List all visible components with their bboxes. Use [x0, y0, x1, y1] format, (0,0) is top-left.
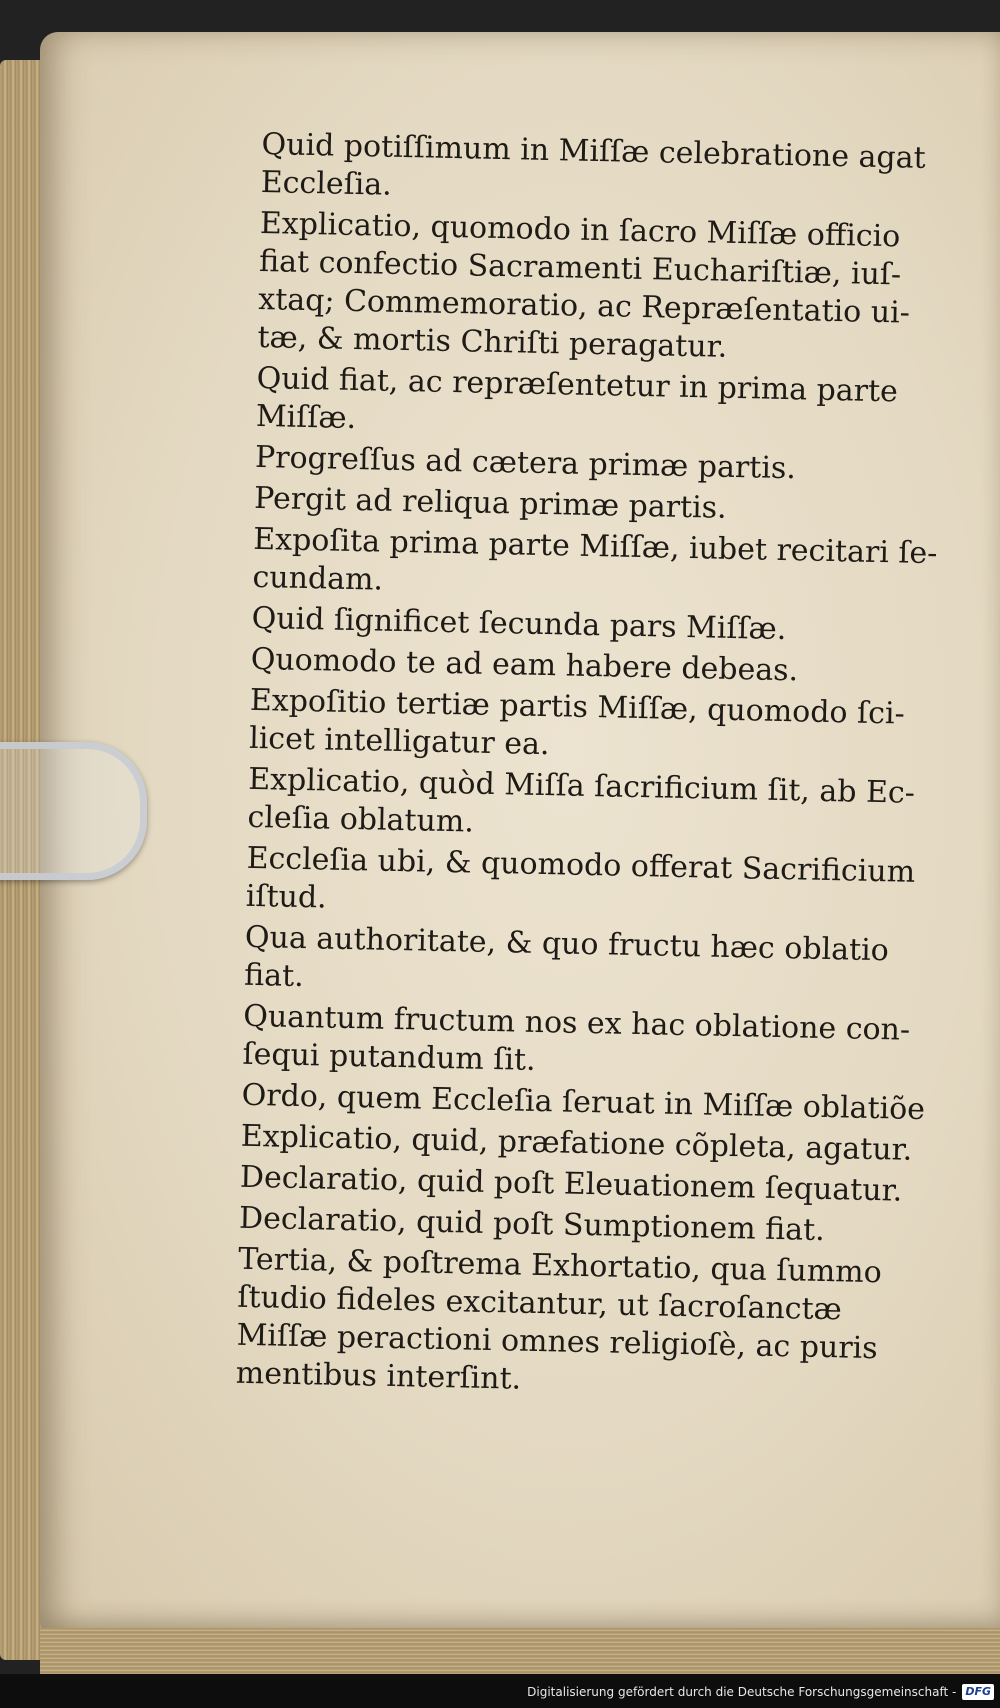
toc-entry	[245, 840, 966, 931]
toc-entry-line: fiat.	[243, 957, 305, 995]
toc-entry-line: Progreſſus ad cætera primæ partis.	[254, 439, 797, 487]
toc-entry-line: Expoſitio tertiæ partis Miſſæ, quomodo ſci-	[249, 682, 906, 732]
page-clip	[0, 742, 147, 880]
toc-entry	[252, 521, 973, 612]
toc-entry-line: Declaratio, quid poſt Sumptionem fiat.	[238, 1200, 826, 1249]
toc-entry-line: iſtud.	[245, 878, 328, 916]
toc-entry-line: Expoſita prima parte Miſſæ, iubet recitari ſe-	[252, 521, 938, 572]
toc-entry-line: tæ, & mortis Chriſti peragatur.	[257, 319, 728, 365]
funding-credit-text: Digitalisierung gefördert durch die Deutsche Forschungsgemeinschaft -	[527, 1685, 957, 1699]
toc-entry	[249, 682, 970, 773]
toc-entry-line: Quid fiat, ac repræſentetur in prima parte	[256, 360, 899, 410]
toc-entry	[260, 126, 981, 217]
toc-entry-line: Declaratio, quid poſt Eleuationem ſequatur.	[239, 1159, 903, 1209]
toc-entry-line: ſtudio fideles excitantur, ut ſacroſanctæ	[237, 1279, 843, 1328]
toc-entry-line: licet intelligatur ea.	[248, 720, 550, 763]
toc-entry-line: Miſſæ.	[255, 398, 357, 437]
toc-entry-line: Pergit ad reliqua primæ partis.	[253, 480, 727, 526]
toc-entry-line: Eccleſia ubi, & quomodo offerat Sacrificium	[246, 840, 916, 890]
toc-entry-line: Quid ſignificet ſecunda pars Miſſæ.	[251, 600, 787, 648]
toc-entry-line: Miſſæ peractioni omnes religioſè, ac puris	[236, 1317, 878, 1367]
funding-credit	[527, 1684, 994, 1700]
toc-entry-line: Eccleſia.	[260, 164, 393, 203]
toc-entry	[257, 205, 980, 372]
toc-entry	[256, 360, 977, 451]
toc-entry-line: Qua authoritate, & quo fructu hæc oblatio	[244, 919, 890, 969]
page-edge-bottom	[40, 1628, 1000, 1674]
toc-entry-line: Quomodo te ad eam habere debeas.	[250, 641, 799, 689]
toc-entry-line: Explicatio, quomodo in ſacro Miſſæ officio	[259, 205, 901, 255]
toc-entry-line: Quantum fructum nos ex hac oblatione con-	[242, 998, 911, 1048]
toc-entry	[235, 1241, 958, 1408]
toc-entry-line: fiat confectio Sacramenti Euchariſtiæ, iuſ-	[258, 243, 902, 293]
toc-entry-line: mentibus interſint.	[235, 1355, 522, 1397]
toc-entry	[247, 761, 968, 852]
dfg-logo-icon: DFG	[962, 1684, 994, 1700]
toc-entry-line: Tertia, & poſtrema Exhortatio, qua ſummo	[237, 1241, 883, 1291]
toc-entry-line: ſequi putandum ſit.	[242, 1036, 536, 1078]
toc-entry-line: xtaq; Commemoratio, ac Repræſentatio ui-	[258, 281, 911, 331]
toc-entry-line: Explicatio, quòd Miſſa ſacrificium ſit, ab Ec-	[247, 761, 916, 811]
toc-entry-line: Explicatio, quid, præfatione cõpleta, agatur.	[240, 1118, 913, 1168]
toc-entry	[242, 998, 963, 1089]
toc-entry-line: Quid potiſſimum in Miſſæ celebratione agat	[261, 126, 926, 176]
table-of-contents	[235, 126, 981, 1411]
toc-entry	[244, 919, 965, 1010]
toc-entry-line: cundam.	[252, 559, 384, 598]
toc-entry-line: Ordo, quem Eccleſia ſeruat in Miſſæ oblatiõe	[241, 1077, 926, 1128]
toc-entry-line: cleſia oblatum.	[247, 799, 475, 840]
